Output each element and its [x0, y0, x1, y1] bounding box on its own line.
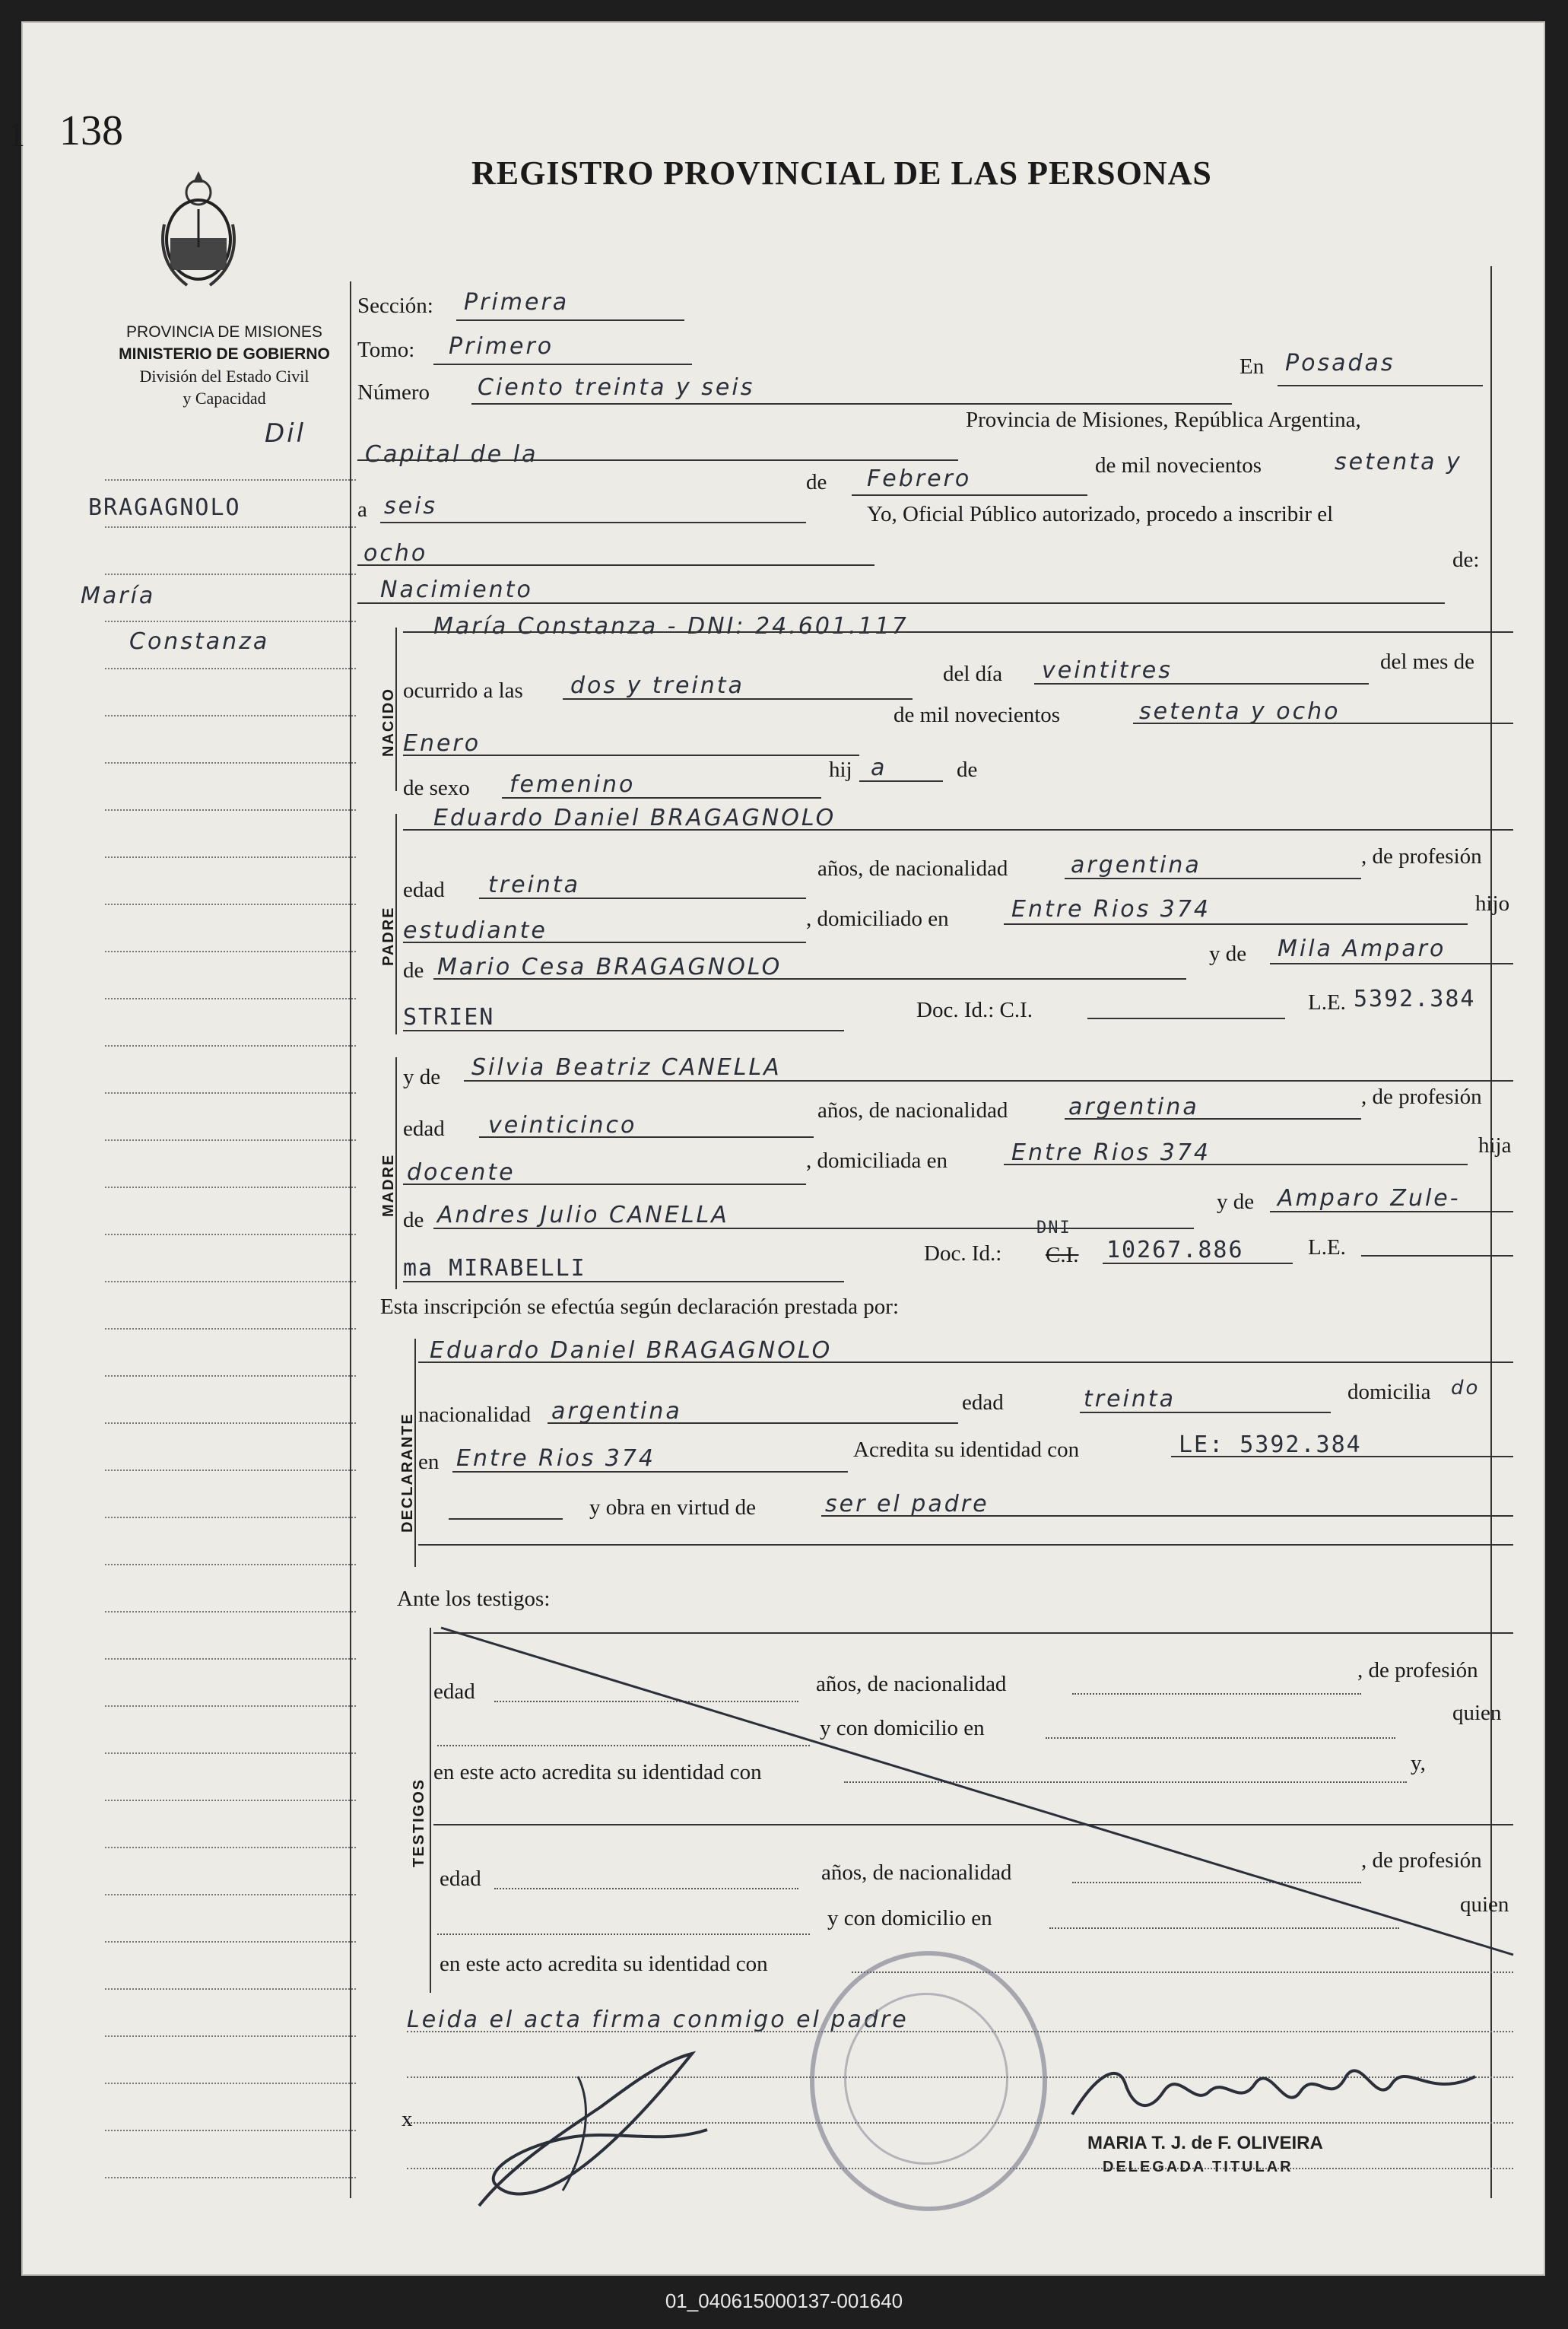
testigo1-dom-label: y con domicilio en [820, 1716, 985, 1740]
declarante-obra: ser el padre [825, 1491, 989, 1517]
testigo1-quien-label: quien [1452, 1701, 1502, 1725]
de-label: de [806, 470, 827, 494]
seccion-label: Sección: [357, 294, 433, 318]
margin-rule [105, 1422, 356, 1424]
padre-madre-nombre: Mila Amparo [1278, 936, 1446, 962]
margin-rule [105, 1470, 356, 1471]
testigos-ante-label: Ante los testigos: [397, 1587, 551, 1611]
testigo2-edad-label: edad [440, 1867, 481, 1891]
madre-doc-label: Doc. Id.: [924, 1241, 1002, 1266]
margin-rule [105, 856, 356, 858]
padre-madre-nombre-2: STRIEN [403, 1004, 495, 1031]
margin-rule [105, 904, 356, 905]
madre-le-label: L.E. [1308, 1235, 1346, 1260]
padre-le-number: 5392.384 [1354, 986, 1476, 1012]
margin-rule [105, 621, 356, 622]
margin-rule [105, 1045, 356, 1047]
declarante-nombre: Eduardo Daniel BRAGAGNOLO [430, 1337, 833, 1364]
margin-rule [105, 1517, 356, 1518]
declarante-dom-label: domicilia [1347, 1380, 1431, 1404]
numero-value: Ciento treinta y seis [478, 374, 755, 401]
mil-nac-label: de mil novecientos [894, 703, 1061, 727]
hora-value: dos y treinta [570, 672, 744, 699]
testigo2-acredita-label: en este acto acredita su identidad con [440, 1952, 768, 1976]
de-colon: de: [1452, 548, 1480, 572]
testigo2-dom-label: y con domicilio en [827, 1906, 992, 1930]
madre-edad: veinticinco [488, 1112, 637, 1139]
mes-nac-value: Enero [403, 730, 481, 757]
margin-rule [105, 1611, 356, 1613]
provincia-text: Provincia de Misiones, República Argentina, [966, 408, 1361, 432]
official-signature [1065, 2031, 1490, 2137]
margin-rule [105, 1705, 356, 1707]
document-page [8, 21, 1545, 2276]
madre-edad-label: edad [403, 1117, 445, 1141]
margin-rule [105, 762, 356, 764]
madre-y-de-label-2: y de [1217, 1190, 1255, 1214]
hij-label: hij [829, 758, 852, 782]
declarante-section-label: DECLARANTE [399, 1412, 416, 1533]
signer-title: DELEGADA TITULAR [1103, 2159, 1293, 2175]
testigos-strike-line [426, 1620, 1521, 2000]
margin-rule [105, 715, 356, 716]
padre-section-label: PADRE [380, 906, 397, 966]
dia-value: ocho [363, 540, 428, 567]
margin-rule [105, 2083, 356, 2084]
margin-rule [105, 1281, 356, 1282]
margin-rule [105, 1800, 356, 1801]
margin-rule [105, 2130, 356, 2131]
declarante-dom-suffix: do [1451, 1377, 1481, 1400]
testigo1-y-label: y, [1411, 1751, 1426, 1775]
madre-nac-label: años, de nacionalidad [817, 1098, 1008, 1123]
nacido-de-label: de [957, 758, 978, 782]
testigo1-edad-label: edad [433, 1679, 475, 1704]
padre-le-label: L.E. [1308, 990, 1346, 1015]
madre-doc-type-struck: C.I. [1046, 1243, 1079, 1267]
signer-name: MARIA T. J. de F. OLIVEIRA [1087, 2133, 1323, 2153]
margin-given-name-2: Constanza [129, 628, 270, 655]
declaracion-text: Esta inscripción se efectúa según declaración prestada por: [380, 1295, 900, 1319]
office-block [76, 321, 373, 409]
margin-rule [105, 526, 356, 528]
del-mes-label: del mes de [1380, 650, 1475, 674]
form-left-border [350, 281, 351, 2198]
padre-padre-nombre: Mario Cesa BRAGAGNOLO [437, 954, 782, 980]
madre-doc-type: DNI [1036, 1219, 1071, 1238]
anio-nac-value: setenta y ocho [1139, 698, 1341, 725]
office-initials: Dil [265, 418, 306, 449]
padre-nacionalidad: argentina [1071, 852, 1201, 879]
madre-padre-nombre: Andres Julio CANELLA [437, 1202, 729, 1228]
madre-profesion: docente [407, 1159, 516, 1186]
padre-dom-label: , domiciliado en [806, 907, 949, 931]
tomo-label: Tomo: [357, 338, 415, 362]
acta-value: Nacimiento [380, 577, 533, 603]
declarant-signature [464, 2031, 738, 2229]
margin-rule [105, 1658, 356, 1660]
sexo-label: de sexo [403, 776, 470, 800]
madre-y-de-label: y de [403, 1065, 441, 1089]
office-division: División del Estado Civil [139, 367, 309, 386]
padre-prof-label: , de profesión [1361, 844, 1482, 869]
margin-rule [105, 1234, 356, 1235]
testigo1-nac-label: años, de nacionalidad [816, 1672, 1007, 1696]
hij-suffix: a [871, 755, 887, 781]
declarante-nac-label: nacionalidad [418, 1403, 532, 1427]
capital-value: Capital de la [365, 441, 538, 468]
padre-profesion: estudiante [403, 917, 548, 944]
cierre-x-mark: x [402, 2107, 413, 2131]
padre-doc-label: Doc. Id.: C.I. [916, 998, 1033, 1022]
a-label: a [357, 497, 367, 522]
margin-rule [105, 998, 356, 999]
declarante-edad-label: edad [962, 1390, 1004, 1415]
margin-rule [105, 1564, 356, 1565]
testigo2-prof-label: , de profesión [1361, 1848, 1482, 1873]
madre-nombre: Silvia Beatriz CANELLA [471, 1054, 782, 1081]
margin-rule [105, 1187, 356, 1188]
page-number: 138 [59, 107, 123, 154]
madre-dom-label: , domiciliada en [806, 1149, 948, 1173]
anio2-value: seis [384, 493, 438, 519]
margin-rule [105, 1139, 356, 1141]
margin-rule [105, 1894, 356, 1895]
margin-rule [105, 951, 356, 952]
cierre-leida: Leida el acta firma conmigo el padre [407, 2006, 909, 2033]
en-value: Posadas [1285, 350, 1395, 377]
office-ministry: MINISTERIO DE GOBIERNO [119, 345, 330, 363]
testigos-section-label: TESTIGOS [411, 1778, 427, 1867]
madre-domicilio: Entre Rios 374 [1011, 1139, 1211, 1166]
padre-edad-label: edad [403, 878, 445, 902]
padre-hijo-label: hijo [1475, 891, 1510, 916]
padre-nac-label: años, de nacionalidad [817, 856, 1008, 881]
margin-rule [105, 2035, 356, 2037]
nacido-nombre: María Constanza - DNI: 24.601.117 [433, 613, 909, 640]
office-province: PROVINCIA DE MISIONES [126, 323, 322, 341]
testigo1-prof-label: , de profesión [1357, 1658, 1478, 1682]
margin-surname: BRAGAGNOLO [88, 494, 241, 521]
seccion-value: Primera [464, 289, 570, 316]
madre-madre-nombre-2: ma MIRABELLI [403, 1255, 586, 1282]
margin-rule [105, 668, 356, 669]
declarante-documento: LE: 5392.384 [1179, 1431, 1362, 1458]
madre-section-label: MADRE [380, 1153, 397, 1217]
padre-de-label: de [403, 958, 424, 983]
margin-mark: 1 [8, 115, 25, 154]
mil-label: de mil novecientos [1095, 453, 1262, 478]
padre-nombre: Eduardo Daniel BRAGAGNOLO [433, 805, 836, 831]
coat-of-arms-emblem [157, 164, 240, 293]
declarante-en-label: en [418, 1450, 440, 1474]
padre-edad: treinta [488, 872, 581, 898]
mes-value: Febrero [867, 465, 972, 492]
madre-madre-nombre: Amparo Zule- [1278, 1185, 1461, 1212]
image-caption: 01_040615000137-001640 [665, 2289, 903, 2312]
yo-text: Yo, Oficial Público autorizado, procedo a inscribir el [867, 502, 1334, 526]
madre-nacionalidad: argentina [1068, 1094, 1199, 1120]
margin-rule [105, 1375, 356, 1377]
madre-doc-number: 10267.886 [1106, 1237, 1244, 1263]
document-title: REGISTRO PROVINCIAL DE LAS PERSONAS [471, 154, 1212, 192]
dia-nac-value: veintitres [1042, 657, 1173, 684]
margin-given-name-1: María [81, 583, 156, 609]
tomo-value: Primero [449, 333, 554, 360]
official-seal-inner [844, 1993, 1008, 2165]
declarante-nacionalidad: argentina [551, 1398, 682, 1425]
margin-rule [105, 2177, 356, 2178]
madre-hija-label: hija [1478, 1133, 1512, 1158]
margin-rule [105, 1752, 356, 1754]
margin-rule [105, 1847, 356, 1848]
declarante-domicilio: Entre Rios 374 [456, 1445, 656, 1472]
madre-de-label: de [403, 1208, 424, 1232]
nacido-section-label: NACIDO [380, 688, 397, 757]
testigo1-acredita-label: en este acto acredita su identidad con [433, 1760, 762, 1784]
padre-y-de-label: y de [1209, 942, 1247, 966]
testigo2-nac-label: años, de nacionalidad [821, 1860, 1012, 1885]
declarante-acredita-label: Acredita su identidad con [853, 1438, 1080, 1462]
padre-domicilio: Entre Rios 374 [1011, 896, 1211, 923]
sexo-value: femenino [509, 771, 636, 798]
numero-label: Número [357, 380, 430, 405]
margin-rule [105, 1941, 356, 1943]
margin-rule [105, 1328, 356, 1330]
office-capacity: y Capacidad [183, 389, 266, 408]
del-dia-label: del día [943, 662, 1003, 686]
testigo2-quien-label: quien [1460, 1892, 1509, 1917]
en-label: En [1239, 354, 1265, 379]
anio-value: setenta y [1335, 449, 1462, 475]
margin-rule [105, 574, 356, 575]
declarante-edad: treinta [1084, 1386, 1176, 1412]
madre-prof-label: , de profesión [1361, 1085, 1482, 1109]
margin-rule [105, 809, 356, 811]
margin-rule [105, 1092, 356, 1094]
margin-rule [105, 479, 356, 481]
ocurrido-label: ocurrido a las [403, 678, 523, 703]
margin-rule [105, 1988, 356, 1990]
declarante-obra-label: y obra en virtud de [589, 1495, 757, 1520]
